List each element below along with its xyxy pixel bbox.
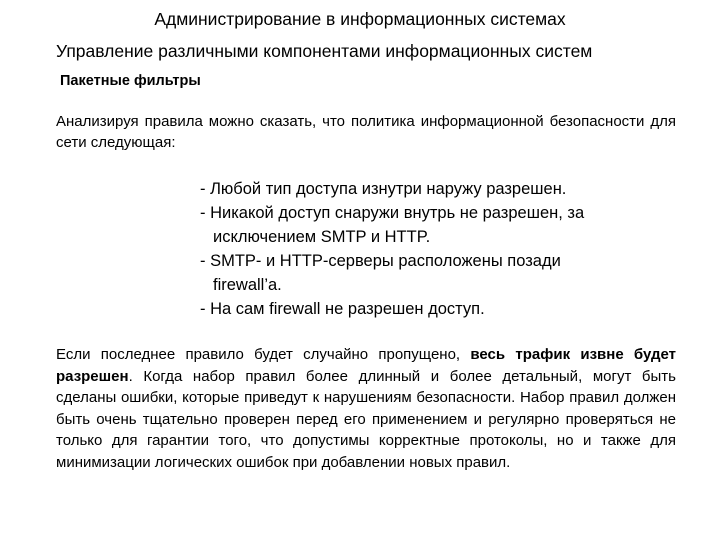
list-item-text: - На сам firewall не разрешен доступ. bbox=[200, 300, 485, 318]
section-title: Пакетные фильтры bbox=[60, 73, 201, 89]
list-item-text: - Любой тип доступа изнутри наружу разрешен. bbox=[200, 180, 567, 198]
list-item-continuation: исключением SMTP и HTTP. bbox=[213, 228, 431, 246]
paragraph-text: . Когда набор правил более длинный и более детальный, могут быть сделаны ошибки, которые приведут к нарушениям безопасности. Набор правил должен быть очень тщательно проверен перед его применением и регулярно проверяться не только для гарантии того, что допустимы корректные протоколы, но и также для минимизации логических ошибок при добавлении новых правил. bbox=[56, 367, 676, 471]
list-item bbox=[200, 297, 680, 321]
page-title: Администрирование в информационных системах bbox=[154, 9, 566, 29]
body-paragraph bbox=[56, 344, 676, 473]
list-item-text: - Никакой доступ снаружи внутрь не разрешен, за bbox=[200, 204, 585, 222]
intro-text: Анализируя правила можно сказать, что политика информационной безопасности для сети следующая: bbox=[56, 113, 676, 151]
paragraph-text: Если последнее правило будет случайно пропущено, bbox=[56, 346, 471, 363]
page-subtitle: Управление различными компонентами информационных систем bbox=[56, 41, 593, 61]
list-item-continuation: firewall’a. bbox=[213, 276, 282, 294]
list-item bbox=[200, 249, 680, 297]
policy-list bbox=[200, 177, 680, 321]
paragraph-emphasis: весь трафик извне будет разрешен bbox=[56, 346, 676, 385]
list-item-text: - SMTP- и HTTP-серверы расположены позади bbox=[200, 252, 561, 270]
list-item bbox=[200, 177, 680, 201]
list-item bbox=[200, 201, 680, 249]
